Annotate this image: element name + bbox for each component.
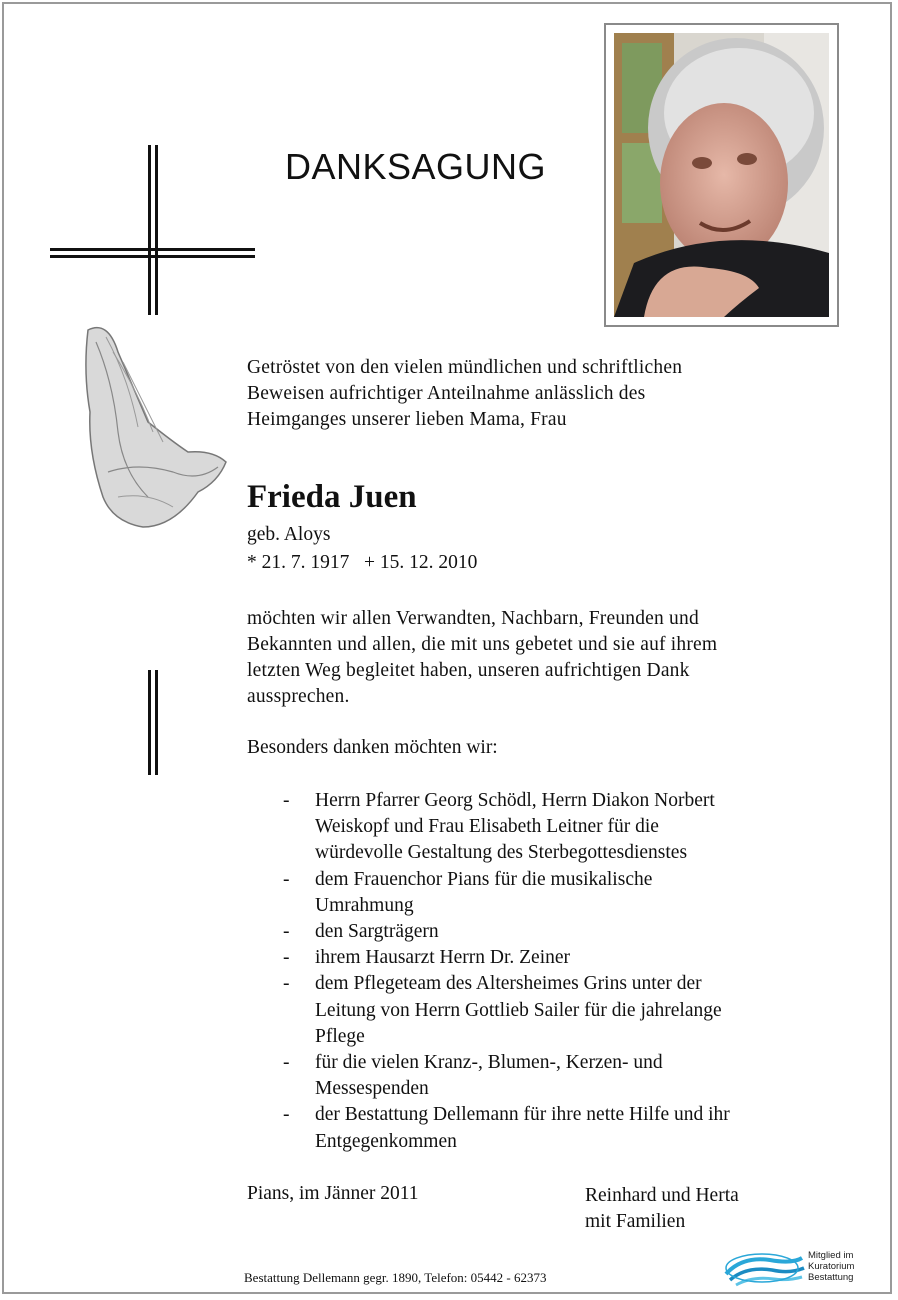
list-item (283, 945, 843, 971)
list-dash: - (283, 947, 290, 969)
deceased-name: Frieda Juen (247, 479, 417, 515)
list-item (283, 919, 843, 945)
list-item-line: Pflege (315, 1025, 365, 1047)
list-item-line: Leitung von Herrn Gottlieb Sailer für die jahrelange (315, 999, 722, 1021)
logo-text-line: Kuratorium Bestattung (808, 1261, 855, 1283)
list-dash: - (283, 973, 290, 995)
list-item-line: ihrem Hausarzt Herrn Dr. Zeiner (315, 947, 571, 969)
logo-text-line: Mitglied im (808, 1250, 854, 1261)
list-dash: - (283, 1104, 290, 1126)
intro-line: Heimganges unserer lieben Mama, Frau (247, 409, 567, 430)
deceased-maiden-name: geb. Aloys (247, 524, 331, 545)
praying-hands-icon (78, 322, 228, 532)
intro-line: Getröstet von den vielen mündlichen und schriftlichen (247, 357, 683, 378)
footer-contact: Bestattung Dellemann gegr. 1890, Telefon: 05442 - 62373 (244, 1270, 547, 1285)
logo-text (808, 1250, 898, 1283)
list-item-line: den Sargträgern (315, 921, 439, 943)
thanks-line: möchten wir allen Verwandten, Nachbarn, Freunden und (247, 608, 699, 629)
thanks-list (283, 788, 843, 1155)
list-item-line: würdevolle Gestaltung des Sterbegottesdienstes (315, 842, 688, 864)
intro-paragraph (247, 355, 682, 433)
list-item-line: Herrn Pfarrer Georg Schödl, Herrn Diakon Norbert (315, 790, 715, 811)
page-title: DANKSAGUNG (285, 146, 547, 187)
list-item-line: Umrahmung (315, 894, 414, 916)
intro-line: Beweisen aufrichtiger Anteilnahme anlässlich des (247, 383, 646, 404)
deceased-dates: * 21. 7. 1917 + 15. 12. 2010 (247, 552, 478, 573)
list-item-line: Entgegenkommen (315, 1130, 457, 1152)
list-dash: - (283, 921, 290, 943)
signature-line: mit Familien (585, 1211, 686, 1232)
signature (585, 1183, 739, 1235)
list-item (283, 1102, 843, 1154)
list-item (283, 867, 843, 919)
list-dash: - (283, 790, 290, 811)
list-dash: - (283, 868, 290, 890)
list-dash: - (283, 1052, 290, 1074)
portrait-photo (614, 33, 829, 317)
thanks-line: letzten Weg begleitet haben, unseren aufrichtigen Dank (247, 660, 690, 681)
list-item-line: dem Pflegeteam des Altersheimes Grins unter der (315, 973, 702, 995)
thanks-line: Bekannten und allen, die mit uns gebetet und sie auf ihrem (247, 634, 718, 655)
list-item-line: für die vielen Kranz-, Blumen-, Kerzen- und (315, 1052, 663, 1074)
list-item-line: dem Frauenchor Pians für die musikalische (315, 868, 653, 890)
list-item (283, 971, 843, 1050)
portrait-frame (604, 23, 839, 327)
place-date: Pians, im Jänner 2011 (247, 1183, 419, 1204)
signature-line: Reinhard und Herta (585, 1185, 739, 1206)
list-item-line: Weiskopf und Frau Elisabeth Leitner für die (315, 816, 659, 838)
thanks-line: aussprechen. (247, 686, 350, 707)
list-item (283, 788, 843, 867)
list-item-line: der Bestattung Dellemann für ihre nette Hilfe und ihr (315, 1104, 730, 1126)
list-item (283, 1050, 843, 1102)
special-thanks-heading: Besonders danken möchten wir: (247, 737, 498, 758)
thanks-paragraph (247, 606, 717, 710)
list-item-line: Messespenden (315, 1078, 429, 1100)
